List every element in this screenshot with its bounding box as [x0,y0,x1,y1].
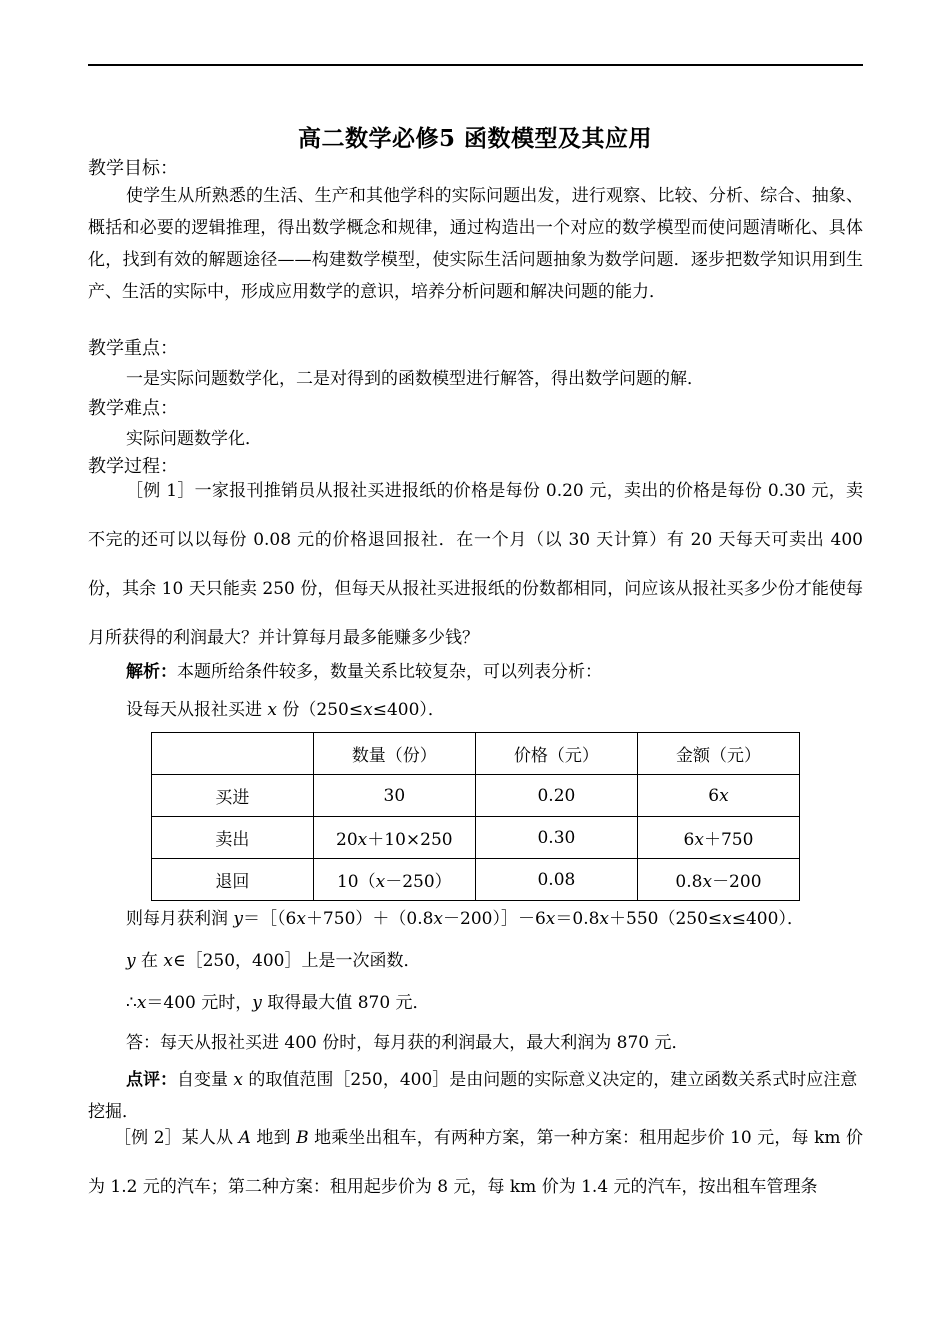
example1-text: ［例 1］一家报刊推销员从报社买进报纸的价格是每份 0.20 元，卖出的价格是每份 0.30 元，卖不完的还可以以每份 0.08 元的价格退回报社．在一个月（以 30 天计算）有 20 天每天可卖出 400 份，其余 10 天只能卖 250 份，但每天从报社买进报纸的份数都相同，问应该从报社买多少份才能使每月所获得的利润最大？并计算每月最多能赚多少钱？ [88,481,863,648]
analysis-table [151,732,800,901]
table-header-cell: 价格（元） [475,733,637,775]
page-title: 高二数学必修5 函数模型及其应用 [297,125,652,152]
price-cell: 0.20 [475,775,637,817]
analysis-line [88,657,863,682]
profit-line: 则每月获利润 y＝［（6x＋750）＋（0.8x－200）］－6x＝0.8x＋550（250≤x≤400）． [126,909,804,929]
amount-cell: 6x [637,775,799,817]
comment-paragraph: 点评：自变量 x 的取值范围［250，400］是由问题的实际意义决定的，建立函数关系式时应注意挖掘． [88,1070,858,1122]
table-row [152,817,800,859]
table-header-cell: 数量（份） [313,733,475,775]
goal-heading: 教学目标： [88,158,178,179]
difficulty-text: 实际问题数学化． [126,429,262,449]
difficulty-heading: 教学难点： [88,398,178,419]
amount-cell: 6x＋750 [637,817,799,859]
comment-label: 点评： [126,1070,177,1090]
setup-line: 设每天从报社买进 x 份（250≤x≤400）． [126,700,445,720]
price-cell: 0.30 [475,817,637,859]
row-label: 买进 [152,775,314,817]
key-heading: 教学重点： [88,338,178,359]
amount-cell: 0.8x－200 [637,859,799,901]
header-rule [88,64,863,66]
row-label: 退回 [152,859,314,901]
var-x: x [363,700,373,720]
analysis-label: 解析： [126,662,177,682]
price-cell: 0.08 [475,859,637,901]
var-x: x [267,700,277,720]
example2-text: ［例 2］某人从 A 地到 B 地乘坐出租车，有两种方案，第一种方案：租用起步价 10 元，每 km 价为 1.2 元的汽车；第二种方案：租用起步价为 8 元，每 km 价为 1.4 元的汽车，按出租车管理条 [88,1128,864,1197]
table-header-cell [152,733,314,775]
qty-cell: 30 [313,775,475,817]
analysis-text: 本题所给条件较多，数量关系比较复杂，可以列表分析： [177,662,602,682]
qty-cell: 20x＋10×250 [313,817,475,859]
row-label: 卖出 [152,817,314,859]
goal-text: 使学生从所熟悉的生活、生产和其他学科的实际问题出发，进行观察、比较、分析、综合、抽象、概括和必要的逻辑推理，得出数学概念和规律，通过构造出一个对应的数学模型而使问题清晰化、具体化，找到有效的解题途径——构建数学模型，使实际生活问题抽象为数学问题．逐步把数学知识用到生产、生活的实际中，形成应用数学的意识，培养分析问题和解决问题的能力． [88,186,863,302]
key-text: 一是实际问题数学化，二是对得到的函数模型进行解答，得出数学问题的解． [126,369,704,389]
table-header-row [152,733,800,775]
linear-line: y 在 x∈［250，400］上是一次函数． [126,951,421,971]
maximum-line: ∴x＝400 元时，y 取得最大值 870 元． [126,993,430,1013]
qty-cell: 10（x－250） [313,859,475,901]
answer-line: 答：每天从报社买进 400 份时，每月获的利润最大，最大利润为 870 元． [126,1033,689,1053]
table-row [152,775,800,817]
table-header-cell: 金额（元） [637,733,799,775]
process-heading: 教学过程： [88,456,178,477]
table-row [152,859,800,901]
